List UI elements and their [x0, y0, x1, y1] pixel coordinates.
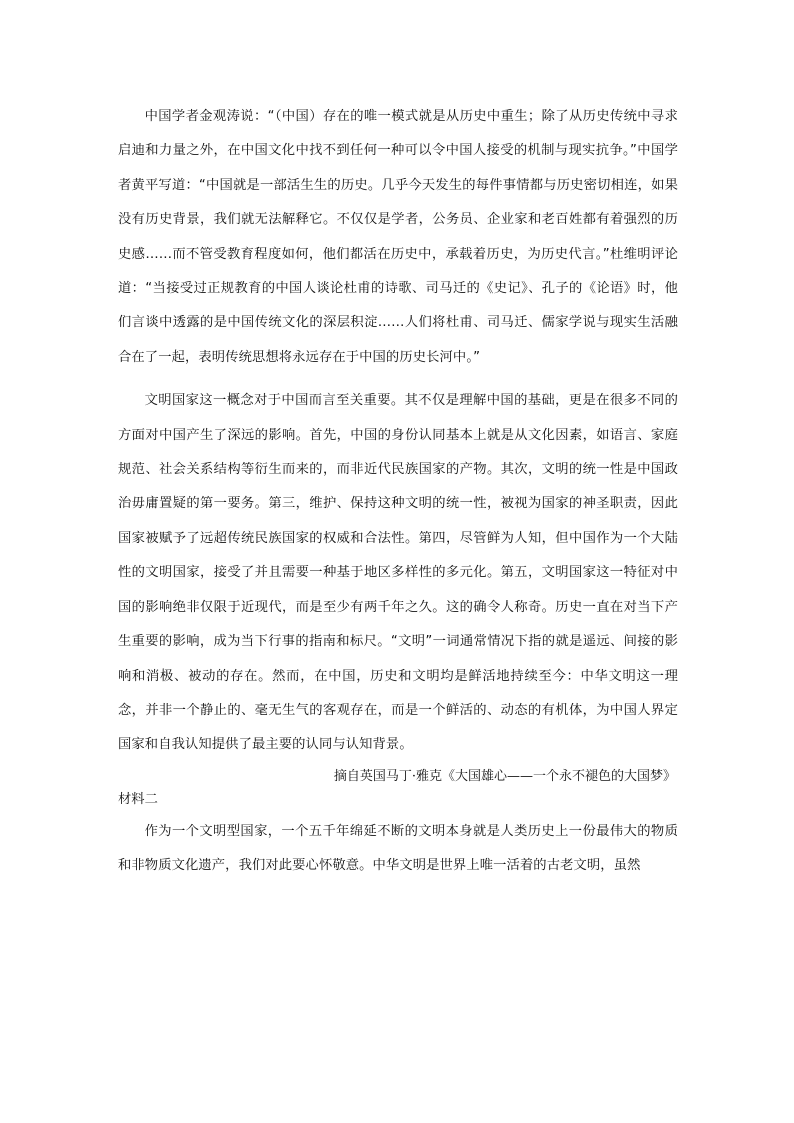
paragraph-material-two: 作为一个文明型国家，一个五千年绵延不断的文明本身就是人类历史上一份最伟大的物质和非物质文化遗产，我们对此要心怀敬意。中华文明是世界上唯一活着的古老文明，虽然 — [118, 823, 678, 874]
document-body — [118, 100, 678, 884]
paragraph-civilization-state: 文明国家这一概念对于中国而言至关重要。其不仅是理解中国的基础，更是在很多不同的方面对中国产生了深远的影响。首先，中国的身份认同基本上就是从文化因素，如语言、家庭规范、社会关系结构等衍生而来的，而非近代民族国家的产物。其次，文明的统一性是中国政治毋庸置疑的第一要务。第三，维护、保持这种文明的统一性，被视为国家的神圣职责，因此国家被赋予了远超传统民族国家的权威和合法性。第四，尽管鲜为人知，但中国作为一个大陆性的文明国家，接受了并且需要一种基于地区多样性的多元化。第五，文明国家这一特征对中国的影响绝非仅限于近现代，而是至少有两千年之久。这的确令人称奇。历史一直在对当下产生重要的影响，成为当下行事的指南和标尺。“文明”一词通常情况下指的就是遥远、间接的影响和消极、被动的存在。然而，在中国，历史和文明均是鲜活地持续至今：中华文明这一理念，并非一个静止的、毫无生气的客观存在，而是一个鲜活的、动态的有机体，为中国人界定国家和自我认知提供了最主要的认同与认知背景。 — [118, 393, 678, 753]
section-heading: 材料二 — [118, 791, 158, 807]
source-citation: 摘自英国马丁·雅克《大国雄心——一个永不褪色的大国梦》 — [333, 768, 676, 784]
paragraph-quotes: 中国学者金观涛说：“（中国）存在的唯一模式就是从历史中重生；除了从历史传统中寻求启迪和力量之外，在中国文化中找不到任何一种可以令中国人接受的机制与现实抗争。”中国学者黄平写道：“中国就是一部活生生的历史。几乎今天发生的每件事情都与历史密切相连，如果没有历史背景，我们就无法解释它。不仅仅是学者，公务员、企业家和老百姓都有着强烈的历史感……而不管受教育程度如何，他们都活在历史中，承载着历史，为历史代言。”杜维明评论道：“当接受过正规教育的中国人谈论杜甫的诗歌、司马迁的《史记》、孔子的《论语》时，他们言谈中透露的是中国传统文化的深层积淀……人们将杜甫、司马迁、儒家学说与现实生活融合在了一起，表明传统思想将永远存在于中国的历史长河中。” — [118, 109, 678, 365]
